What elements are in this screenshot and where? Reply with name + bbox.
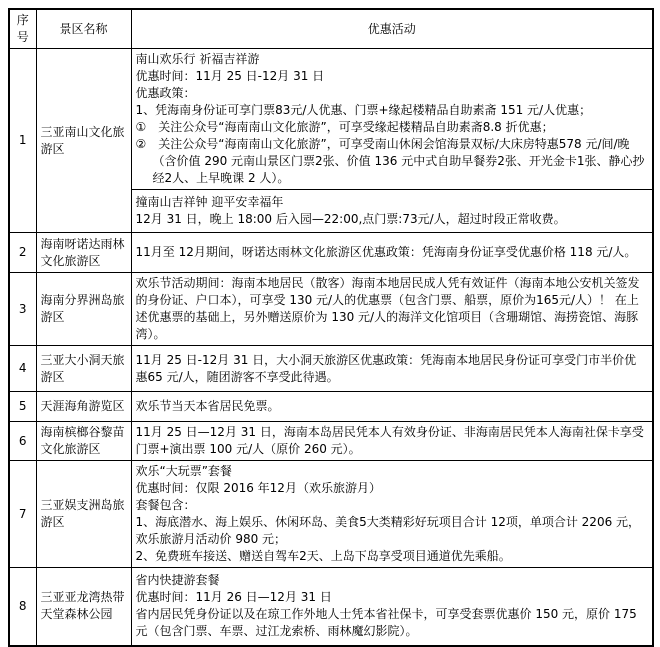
header-discount-activity: 优惠活动 bbox=[131, 9, 653, 49]
activity-line: 套餐包含： bbox=[135, 498, 196, 512]
scenic-area-name: 三亚南山文化旅游区 bbox=[36, 49, 131, 233]
activity-cell bbox=[131, 233, 653, 273]
activity-cell bbox=[131, 346, 653, 392]
activity-cell bbox=[131, 392, 653, 422]
activity-line: 优惠时间：仅限 2016 年12月（欢乐旅游月） bbox=[135, 481, 381, 495]
row-number: 2 bbox=[9, 233, 36, 273]
row-number: 6 bbox=[9, 422, 36, 461]
row-number: 5 bbox=[9, 392, 36, 422]
table-header-row bbox=[9, 9, 653, 49]
activity-line: 优惠时间：11月 26 日—12月 31 日 bbox=[135, 590, 332, 605]
scenic-area-name: 天涯海角游览区 bbox=[36, 392, 131, 422]
table-row bbox=[9, 49, 653, 190]
table-row bbox=[9, 461, 653, 568]
activity-line: 12月 31 日，晚上 18:00 后入园—22:00,点门票:73元/人，超过时段正常收费。 bbox=[135, 212, 566, 226]
table-row bbox=[9, 568, 653, 646]
discount-activities-table bbox=[8, 8, 654, 647]
row-number: 3 bbox=[9, 273, 36, 346]
activity-line: ① 关注公众号“海南南山文化旅游”，可享受缘起楼精品自助素斋8.8 折优惠； bbox=[135, 120, 554, 134]
activity-line: 1、凭海南身份证可享门票83元/人优惠、门票+缘起楼精品自助素斋 151 元/人优惠； bbox=[135, 103, 592, 117]
activity-line: 优惠政策： bbox=[135, 86, 196, 100]
row-number: 7 bbox=[9, 461, 36, 568]
row-number: 1 bbox=[9, 49, 36, 233]
table-row bbox=[9, 392, 653, 422]
scenic-area-name: 三亚娱支洲岛旅游区 bbox=[36, 461, 131, 568]
scenic-area-name: 三亚亚龙湾热带天堂森林公园 bbox=[36, 568, 131, 646]
scenic-area-name: 三亚大小洞天旅游区 bbox=[36, 346, 131, 392]
header-serial-number: 序号 bbox=[9, 9, 36, 49]
table-row bbox=[9, 233, 653, 273]
header-scenic-area-name: 景区名称 bbox=[36, 9, 131, 49]
activity-line: 欢乐“大玩票”套餐 bbox=[135, 464, 232, 478]
activity-line: 撞南山吉祥钟 迎平安幸福年 bbox=[135, 195, 284, 209]
activity-line: 省内快捷游套餐 bbox=[135, 573, 220, 588]
activity-cell bbox=[131, 461, 653, 568]
activity-cell bbox=[131, 568, 653, 646]
activity-cell bbox=[131, 273, 653, 346]
activity-cell bbox=[131, 49, 653, 190]
activity-line: 欢乐节活动期间：海南本地居民（散客）海南本地居民成人凭有效证件（海南本地公安机关签发的身份证、户口本），可享受 130 元/人的优惠票（包含门票、船票，原价为165元/人）！ 在上述优惠票的基础上，另外赠送原价为 130 元/人的海洋文化馆项目（含珊瑚馆、海捞瓷馆、海豚湾）。 bbox=[135, 276, 640, 341]
table-row bbox=[9, 422, 653, 461]
activity-line: ② 关注公众号“海南南山文化旅游”，可享受南山休闲会馆海景双标/大床房特惠578 元/间/晚（含价值 290 元南山景区门票2张、价值 136 元中式自助早餐券2张、开光金卡1张、静心抄经2人、上早晚课 2 人）。 bbox=[135, 137, 645, 185]
activity-line: 南山欢乐行 祈福吉祥游 bbox=[135, 52, 260, 66]
activity-line: 省内居民凭身份证以及在琼工作外地人士凭本省社保卡，可享受套票优惠价 150 元，原价 175 元（包含门票、车票、过江龙索桥、雨林魔幻影院）。 bbox=[135, 607, 637, 639]
activity-line: 2、免费班车接送、赠送自驾车2天、上岛下岛享受项目通道优先乘船。 bbox=[135, 549, 511, 563]
row-number: 4 bbox=[9, 346, 36, 392]
scenic-area-name: 海南槟榔谷黎苗文化旅游区 bbox=[36, 422, 131, 461]
activity-line: 欢乐节当天本省居民免票。 bbox=[135, 399, 280, 413]
row-number: 8 bbox=[9, 568, 36, 646]
activity-line: 11月 25 日—12月 31 日，海南本岛居民凭本人有效身份证、非海南居民凭本人海南社保卡享受门票+演出票 100 元/人（原价 260 元）。 bbox=[135, 425, 644, 456]
table-row bbox=[9, 346, 653, 392]
scenic-area-name: 海南呀诺达雨林文化旅游区 bbox=[36, 233, 131, 273]
activity-line: 11月至 12月期间，呀诺达雨林文化旅游区优惠政策：凭海南身份证享受优惠价格 118 元/人。 bbox=[135, 245, 637, 259]
activity-line: 优惠时间：11月 25 日-12月 31 日 bbox=[135, 69, 325, 83]
activity-cell bbox=[131, 422, 653, 461]
table-row bbox=[9, 273, 653, 346]
activity-line: 11月 25 日-12月 31 日，大小洞天旅游区优惠政策：凭海南本地居民身份证可享受门市半价优惠65 元/人，随团游客不享受此待遇。 bbox=[135, 352, 637, 384]
activity-cell bbox=[131, 190, 653, 233]
activity-line: 1、海底潜水、海上娱乐、休闲环岛、美食5大类精彩好玩项目合计 12项，单项合计 2206 元，欢乐旅游月活动价 980 元； bbox=[135, 515, 641, 546]
scenic-area-name: 海南分界洲岛旅游区 bbox=[36, 273, 131, 346]
